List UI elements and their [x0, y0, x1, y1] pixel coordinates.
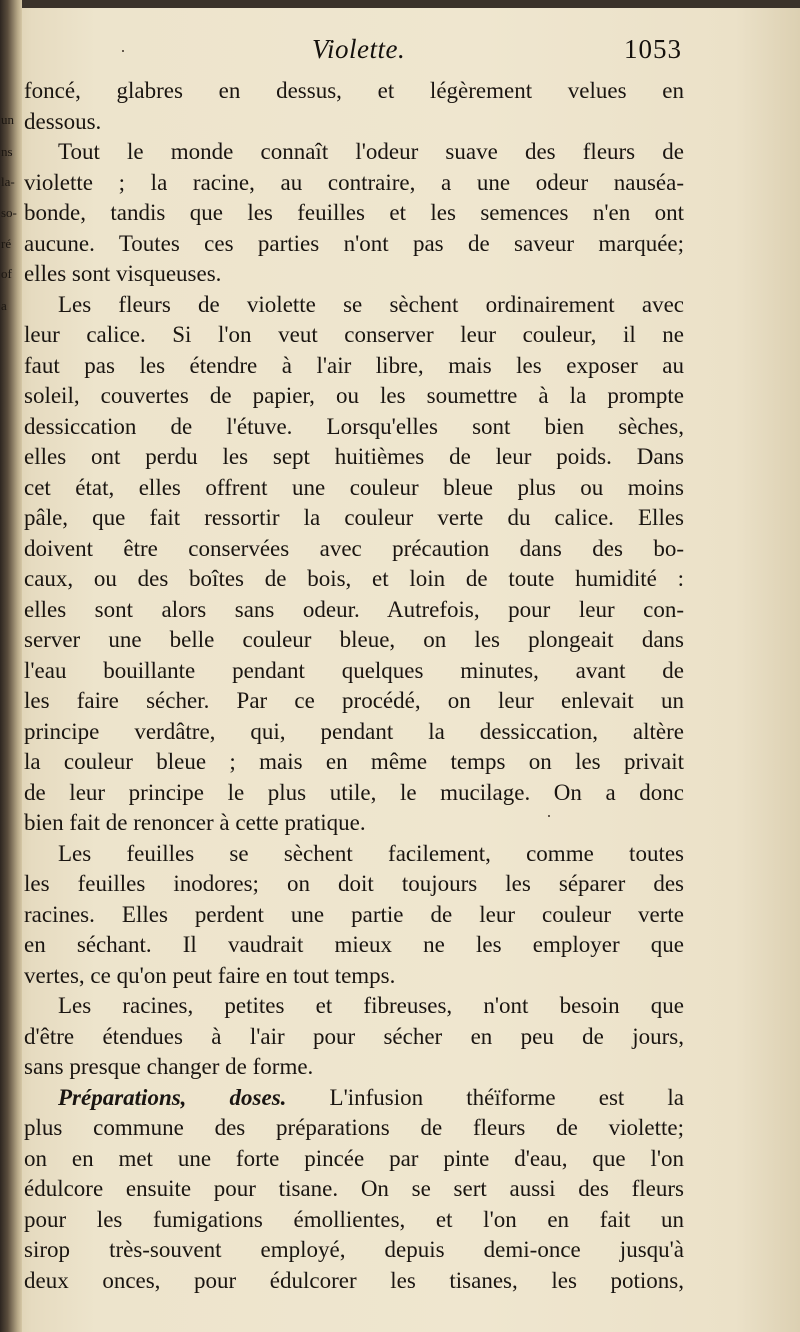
text-line: de leur principe le plus utile, le mucilage. On a donc	[24, 779, 684, 805]
text-line: bonde, tandis que les feuilles et les semences n'en ont	[24, 200, 684, 225]
gutter-fragment: of	[1, 266, 12, 281]
text-line: en séchant. Il vaudrait mieux ne les employer que	[24, 932, 684, 957]
text-line-rest: L'infusion théïforme est la	[286, 1084, 684, 1110]
text-line: bien fait de renoncer à cette pratique.	[24, 810, 366, 835]
text-line: dessous.	[24, 108, 102, 134]
gutter-fragment: un	[1, 112, 14, 127]
text-line: faut pas les étendre à l'air libre, mais les exposer au	[24, 352, 684, 378]
text-line: les faire sécher. Par ce procédé, on leur enlevait un	[24, 688, 684, 713]
paper-speck	[548, 815, 550, 817]
gutter-fragment: ré	[1, 236, 12, 251]
text-line: principe verdâtre, qui, pendant la dessiccation, altère	[24, 718, 684, 744]
facing-page-edge	[0, 0, 22, 1332]
text-line: pâle, que fait ressortir la couleur verte du calice. Elles	[24, 505, 684, 530]
text-line: aucune. Toutes ces parties n'ont pas de saveur marquée;	[24, 230, 684, 256]
text-line: dessiccation de l'étuve. Lorsqu'elles sont bien sèches,	[24, 413, 684, 439]
page-body	[24, 76, 684, 1296]
text-line: Les fleurs de violette se sèchent ordinairement avec	[58, 291, 684, 317]
running-title: Violette.	[312, 34, 406, 64]
gutter-fragment: la-	[1, 174, 15, 189]
text-line: Tout le monde connaît l'odeur suave des fleurs de	[58, 139, 684, 164]
text-line: Les feuilles se sèchent facilement, comme toutes	[58, 840, 684, 866]
text-line: sans presque changer de forme.	[24, 1054, 314, 1079]
text-line: d'être étendues à l'air pour sécher en peu de jours,	[24, 1023, 684, 1049]
text-line: cet état, elles offrent une couleur bleue plus ou moins	[24, 474, 684, 500]
running-header	[0, 34, 800, 74]
paper-speck	[122, 50, 124, 52]
text-line: sirop très-souvent employé, depuis demi-once jusqu'à	[24, 1237, 684, 1262]
text-line: racines. Elles perdent une partie de leur couleur verte	[24, 901, 684, 927]
text-line	[24, 1083, 684, 1114]
text-line: vertes, ce qu'on peut faire en tout temps.	[24, 962, 396, 988]
text-line: server une belle couleur bleue, on les plongeait dans	[24, 627, 684, 652]
text-line: foncé, glabres en dessus, et légèrement velues en	[24, 78, 684, 103]
text-line: l'eau bouillante pendant quelques minutes, avant de	[24, 657, 684, 683]
text-line: les feuilles inodores; on doit toujours les séparer des	[24, 871, 684, 896]
text-line: caux, ou des boîtes de bois, et loin de toute humidité :	[24, 566, 684, 591]
page-number: 1053	[624, 34, 682, 64]
text-line: leur calice. Si l'on veut conserver leur couleur, il ne	[24, 322, 684, 347]
text-line: doivent être conservées avec précaution dans des bo-	[24, 535, 684, 561]
text-line: violette ; la racine, au contraire, a une odeur nauséa-	[24, 169, 684, 195]
text-line: elles sont visqueuses.	[24, 261, 222, 286]
text-line: deux onces, pour édulcorer les tisanes, les potions,	[24, 1267, 684, 1293]
text-line: pour les fumigations émollientes, et l'on en fait un	[24, 1206, 684, 1232]
section-lead: Préparations, doses.	[58, 1084, 287, 1110]
text-line: elles ont perdu les sept huitièmes de leur poids. Dans	[24, 444, 684, 469]
gutter-fragment: so-	[1, 205, 17, 220]
gutter-fragment: ns	[1, 144, 13, 159]
text-line: on en met une forte pincée par pinte d'eau, que l'on	[24, 1145, 684, 1171]
text-line: elles sont alors sans odeur. Autrefois, pour leur con-	[24, 596, 684, 622]
page-top-edge	[0, 0, 800, 8]
text-line: Les racines, petites et fibreuses, n'ont besoin que	[58, 993, 684, 1018]
gutter-fragment: a	[1, 298, 7, 313]
text-line: soleil, couvertes de papier, ou les soumettre à la prompte	[24, 383, 684, 408]
text-line: plus commune des préparations de fleurs de violette;	[24, 1115, 684, 1140]
text-line: la couleur bleue ; mais en même temps on les privait	[24, 749, 684, 774]
text-line: édulcore ensuite pour tisane. On se sert aussi des fleurs	[24, 1176, 684, 1201]
